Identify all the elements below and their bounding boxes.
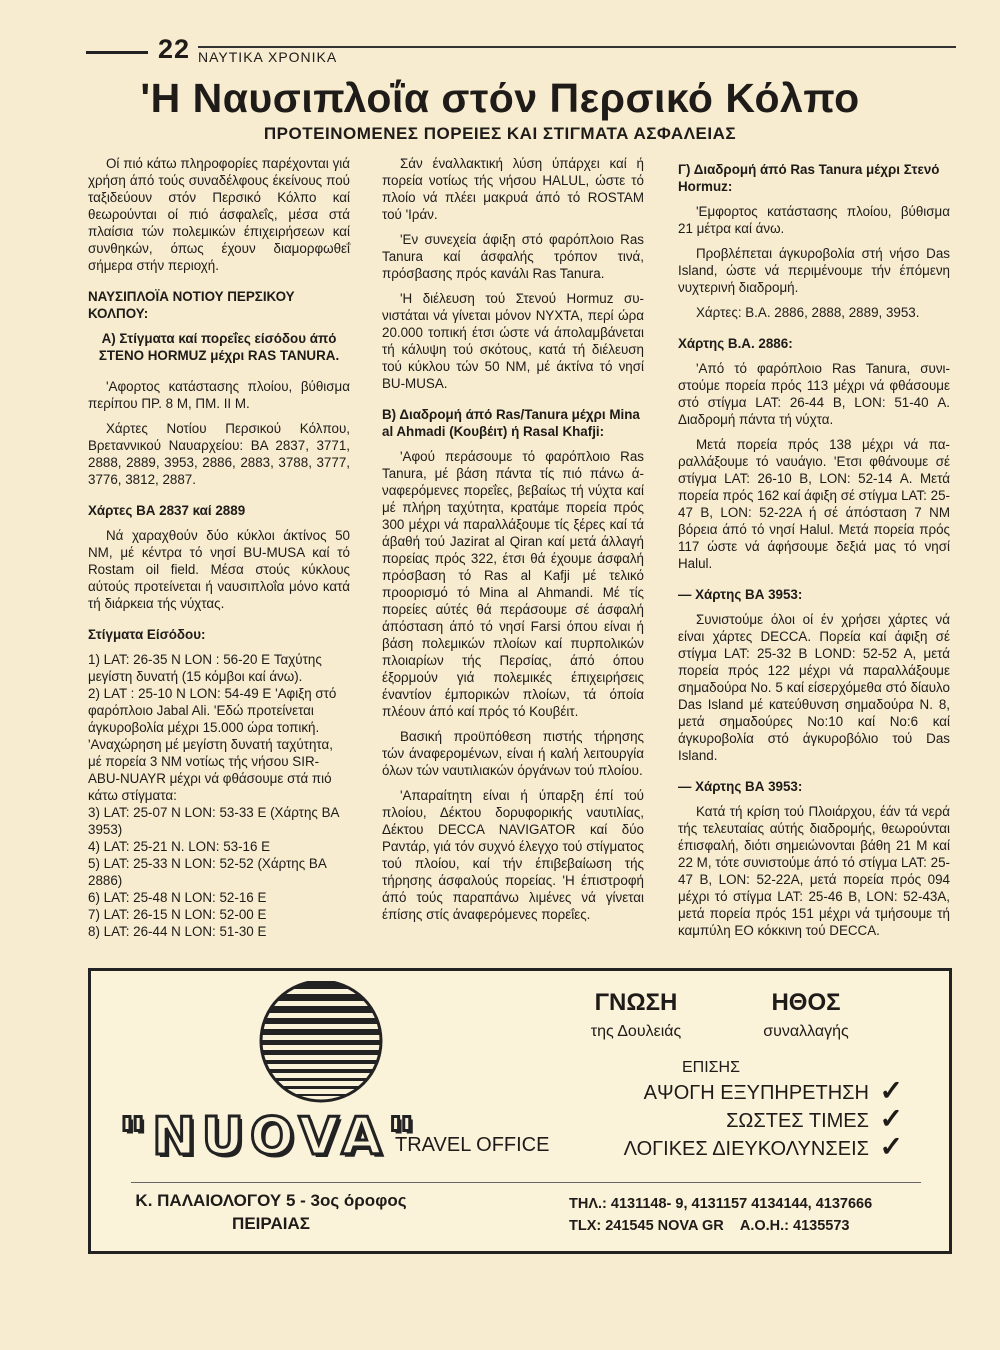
paragraph: 'Απαραίτητη είναι ή ύπαρξη έπί τού πλοίου, Δέκτου δορυφορικής ναυτιλίας, Δέκτου DECCA NAVIGATOR καί δύο Ραντάρ, γιά τόν συχνό έλεγχο τού στίγματος τού πλοίου, καί τήν έπιβεβαίωση τής τήρησης άσφαλούς πορείας. 'Η έπιστροφή άπό τούς παραπάνω λιμένες νά γίνεται έπίσης στίς άναφερόμενες πορεΐες. [382, 788, 644, 922]
intro-paragraph: Οί πιό κάτω πληροφορίες παρέχονται γιά χρήση άπό τούς συναδέλφους έκείνους πού ταξιδεύουν στόν Περσικό Κόλπο καί θεωρούνται οί πιό άσφαλεΐς, μέσα στά πλαίσια τών πολεμικών έπιχειρήσεων καί συνθηκών, όπως έχουν διαμορφωθεΐ σήμερα στήν περιοχή. [88, 156, 350, 273]
slogan-knowledge-sub: της Δουλειάς [590, 1023, 682, 1040]
paragraph: Προβλέπεται άγκυροβολία στή νήσο Das Island, ώστε νά περιμένουμε τήν έπόμενη νυχτερινή διαδρομή. [678, 246, 950, 295]
feature-item [521, 1131, 921, 1163]
list-item: 8) LAT: 26-44 N LON: 51-30 E [88, 924, 267, 939]
list-item: 5) LAT: 25-33 N LON: 52-52 (Χάρτης ΒΑ 2886) [88, 856, 327, 888]
article-subtitle: ΠΡΟΤΕΙΝΟΜΕΝΕΣ ΠΟΡΕΙΕΣ ΚΑΙ ΣΤΙΓΜΑΤΑ ΑΣΦΑΛΕΙΑΣ [263, 124, 737, 143]
brand-logo-text: "NUOVA" [119, 1107, 421, 1167]
section-heading: — Χάρτης ΒΑ 3953: [678, 587, 803, 602]
after-hours-number: Α.Ο.Η.: 4135573 [739, 1218, 850, 1234]
advertisement [88, 968, 952, 1254]
paragraph: 'Εμφορτος κατάστασης πλοίου, βύθισμα 21 μέτρα καί άνω. [678, 204, 950, 236]
telex-line [569, 1215, 872, 1237]
page-number: 22 [158, 34, 191, 64]
page-header [86, 34, 956, 68]
features-list [521, 1075, 921, 1163]
paragraph: Συνιστούμε όλοι οί έν χρήσει χάρτες νά είναι χάρτες DECCA. Πορεία καί άφιξη σέ στίγμα LAT: 25-32 B LOND: 52-52 A, μετά πορεία πρός 122 μέχρι νά παραλλάξουμε σημαδούρα No. 5 καί είσερχόμεθα στό δίαυλο Das Island μέ κατεύθυνση σημαδούρα Ν. 8, μετά σημαδούρες No:10 καί No:6 καί άγκυροβολία στό άγκυροβόλιο τού Das Island. [678, 612, 950, 763]
paragraph: Κατά τή κρίση τού Πλοιάρχου, έάν τά νερά τής τελευταίας αύτής διαδρομής, θεωρούνται έπισφαλή, διότι σημειώνονται βάθη 21 Μ καί 22 Μ, τότε συνιστούμε άπό τό στίγμα LAT: 25-47 B, LON: 52-22A, μετά πορεία πρός 094 μέχρι τό στίγμα LAT: 25-46 B, LON: 52-43A, μετά πορεία πρός 151 μέχρι νά τμήσουμε τή καμπύλη ΕΟ κόκκινη τού DECCA. [678, 804, 950, 938]
paragraph: 'Η διέλευση τού Στενού Hormuz συνιστάται νά γίνεται μόνον ΝΥΧΤΑ, περί ώρα 20.000 τοπική έτσι ώστε νά άπολαμβάνεται τή κάλυψη τού σκότους, κατά τή διέλευση τού κύκλου τών 50 ΝΜ, μέ άκτίνα τό νησί BU-MUSA. [382, 291, 644, 391]
feature-label: ΣΩΣΤΕΣ ΤΙΜΕΣ [726, 1110, 869, 1132]
paragraph: Χάρτες Νοτίου Περσικού Κόλπου, Βρεταννικού Ναυαρχείου: ΒΑ 2837, 3771, 2888, 2889, 3953, 2886, 2883, 3788, 3777, 3776, 3812, 2887. [88, 421, 350, 487]
section-heading: Β) Διαδρομή άπό Ras/Tanura μέχρι Mina al Ahmadi (Κουβέιτ) ή Rasal Khafji: [382, 407, 640, 439]
list-item: 7) LAT: 26-15 N LON: 52-00 E [88, 907, 267, 922]
phone-numbers: ΤΗΛ.: 4131148- 9, 4131157 4134144, 4137666 [569, 1196, 873, 1212]
address-block [131, 1189, 411, 1235]
paragraph: Νά χαραχθούν δύο κύκλοι άκτίνος 50 ΝΜ, μέ κέντρα τό νησί BU-MUSA καί τό Rostam oil field. Μέσα στούς κύκλους αύτούς προτείνεται ή ναυσιπλοΐα μόνο κατά τή διάρκεια τής νύχτας. [88, 528, 350, 611]
paragraph: 'Από τό φαρόπλοιο Ras Tanura, συνιστούμε πορεία πρός 113 μέχρι νά φθάσουμε στό στίγμα LAT: 26-44 Β, LON: 51-40 Α. Διαδρομή πάντα τή νύχτα. [678, 361, 950, 427]
paragraph: Σάν έναλλακτική λύση ύπάρχει καί ή πορεία νοτίως τής νήσου HALUL, ώστε τό πλοίο νά πλέει μακρυά άπό τό ROSTAM τού 'Ιράν. [382, 156, 644, 222]
column-1 [88, 155, 350, 940]
travel-office-label: TRAVEL OFFICE [395, 1134, 550, 1156]
entry-points-list [88, 651, 350, 940]
publication-name: ΝΑΥΤΙΚΑ ΧΡΟΝΙΚΑ [198, 49, 338, 65]
address-street: Κ. ΠΑΛΑΙΟΛΟΓΟΥ 5 - 3ος όροφος [135, 1191, 407, 1210]
sunburst-logo [221, 981, 421, 1111]
feature-item [521, 1075, 921, 1107]
feature-label: ΑΨΟΓΗ ΕΞΥΠΗΡΕΤΗΣΗ [643, 1082, 869, 1104]
slogan-ethos-sub: συναλλαγής [763, 1023, 849, 1040]
article-title: 'Η Ναυσιπλοΐα στόν Περσικό Κόλπο [140, 75, 860, 121]
section-subheading: Α) Στίγματα καί πορεΐες είσόδου άπό ΣΤΕΝΟ HORMUZ μέχρι RAS TANURA. [98, 331, 340, 363]
checkmark-icon: ✓ [879, 1131, 903, 1162]
slogan-knowledge: ΓΝΩΣΗ [594, 989, 678, 1016]
column-3 [678, 155, 950, 947]
column-2 [382, 155, 644, 931]
section-heading: Χάρτες ΒΑ 2837 καί 2889 [88, 503, 246, 518]
checkmark-icon: ✓ [879, 1103, 903, 1134]
paragraph: 'Αφορτος κατάστασης πλοίου, βύθισμα περίπου ΠΡ. 8 Μ, ΠΜ. ΙΙ Μ. [88, 379, 350, 411]
list-item: 2) LAT : 25-10 N LON: 54-49 E 'Αφιξη στό φαρόπλοιο Jabal Ali. 'Εδώ προτείνεται άγκυροβολία μέχρι 15.000 ώρα τοπική. 'Αναχώρηση μέ μεγίστη δυνατή ταχύτητα, μέ πορεία 3 ΝΜ νοτίως τής νήσου SIR-ABU-NUAYR μέχρι νά φθάσουμε στά πιό κάτω στίγματα: [88, 686, 337, 803]
paragraph: 'Αφού περάσουμε τό φαρόπλοιο Ras Tanura, μέ βάση πάντα τίς πιό πάνω άναφερόμενες πορεΐες, βεβαίως τή νύχτα καί μέ πλήρη ταχύτητα, κρατάμε πορεία πρός 300 μέχρι νά παραλλάξουμε τίς ξέρες καί τά άβαθή τού Jazirat al Qiran καί μετά άλλαγή πορείας πρός 322, έτσι θά έχουμε άσφαλή πρόσβαση τό Ras al Kafji μέ τελικό προορισμό τό Mina al Ahmandi. Μέ τίς πορείες αύτές θά περάσουμε σέ άσφαλή άπόσταση άπό τό νησί Farsi όπου είναι ή βάση πολεμικών πλοίων καί πυρπολικών πλοιαρίων τής Περσίας, άπό όπου έξορμούν γιά πολεμικές έπιχειρήσεις έναντίον έμπορικών πλοίων, τά όποία πλέουν άπό καί πρός τό Κουβέιτ. [382, 449, 644, 719]
paragraph: Μετά πορεία πρός 138 μέχρι νά παραλλάξουμε τό ναυάγιο. 'Ετσι φθάνουμε σέ στίγμα LAT: 26-10 Β, LON: 52-14 Α. Μετά πορεία πρός 162 καί άφιξη σέ στίγμα LAT: 25-47 Β, LON: 52-22Α ή σέ άπόσταση 7 ΝΜ βόρεια άπό τό νησί Halul. Μετά πορεία πρός 117 ώστε νά άφήσουμε δεξιά μας τό νησί Halul. [678, 437, 950, 571]
section-heading: Γ) Διαδρομή άπό Ras Tanura μέχρι Στενό Hormuz: [678, 162, 940, 194]
list-item: 6) LAT: 25-48 N LON: 52-16 E [88, 890, 267, 905]
section-heading: Χάρτης Β.Α. 2886: [678, 336, 793, 351]
paragraph: Βασική προϋπόθεση πιστής τήρησης τών άναφερομένων, είναι ή καλή λειτουργία όλων τών ναυτιλιακών όργάνων τού πλοίου. [382, 729, 644, 778]
contact-block [569, 1193, 872, 1237]
paragraph: 'Εν συνεχεία άφιξη στό φαρόπλοιο Ras Tanura καί άσφαλής τρόπον τινά, πρόσβασης πρός κανάλι Ras Tanura. [382, 232, 644, 281]
address-city: ΠΕΙΡΑΙΑΣ [232, 1214, 310, 1233]
list-item: 4) LAT: 25-21 N. LON: 53-16 E [88, 839, 271, 854]
slogan-ethos: ΗΘΟΣ [771, 989, 841, 1016]
header-rule-right [198, 46, 956, 48]
ad-divider [131, 1182, 921, 1183]
also-label: ΕΠΙΣΗΣ [681, 1059, 740, 1076]
paragraph: Χάρτες: Β.Α. 2886, 2888, 2889, 3953. [696, 305, 920, 320]
feature-label: ΛΟΓΙΚΕΣ ΔΙΕΥΚΟΛΥΝΣΕΙΣ [623, 1138, 869, 1160]
telex-number: TLX: 241545 NOVA GR [569, 1218, 724, 1234]
list-item: 1) LAT: 26-35 N LON : 56-20 E Ταχύτης μεγίστη δυνατή (15 κόμβοι καί άνω). [88, 652, 322, 684]
checkmark-icon: ✓ [879, 1075, 903, 1106]
section-heading: Στίγματα Είσόδου: [88, 627, 206, 642]
section-heading: ΝΑΥΣΙΠΛΟΪΑ ΝΟΤΙΟΥ ΠΕΡΣΙΚΟΥ ΚΟΛΠΟΥ: [88, 289, 295, 321]
section-heading: — Χάρτης ΒΑ 3953: [678, 779, 803, 794]
feature-item [521, 1103, 921, 1135]
list-item: 3) LAT: 25-07 N LON: 53-33 E (Χάρτης ΒΑ 3953) [88, 805, 339, 837]
header-rule-left [86, 51, 148, 54]
